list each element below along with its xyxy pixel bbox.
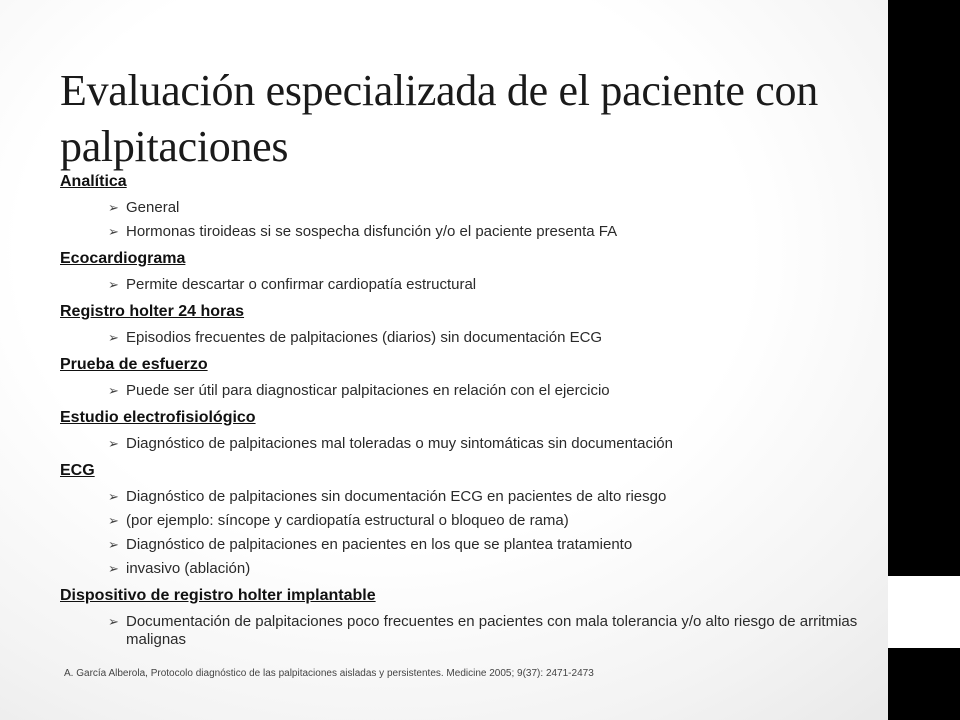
bullet-item: [60, 199, 870, 217]
arrow-bullet-icon: ➢: [108, 489, 119, 504]
section-heading: Prueba de esfuerzo: [60, 356, 208, 373]
bullet-text: Diagnóstico de palpitaciones mal toleradas o muy sintomáticas sin documentación: [126, 435, 673, 452]
right-bar-gap: [888, 576, 960, 648]
arrow-bullet-icon: ➢: [108, 436, 119, 451]
section-heading: Dispositivo de registro holter implantable: [60, 587, 376, 604]
arrow-bullet-icon: ➢: [108, 561, 119, 576]
section-heading: Estudio electrofisiológico: [60, 409, 256, 426]
arrow-bullet-icon: ➢: [108, 224, 119, 239]
section: [60, 353, 870, 400]
bullet-item: [60, 223, 870, 241]
slide-title: Evaluación especializada de el paciente con palpitaciones: [60, 66, 818, 172]
bullet-text: Diagnóstico de palpitaciones en pacientes en los que se plantea tratamiento: [126, 536, 633, 553]
arrow-bullet-icon: ➢: [108, 537, 119, 552]
bullet-text: Episodios frecuentes de palpitaciones (diarios) sin documentación ECG: [126, 329, 603, 346]
bullet-item: [60, 613, 870, 649]
section-heading: Ecocardiograma: [60, 250, 186, 267]
bullet-text: Documentación de palpitaciones poco frecuentes en pacientes con mala tolerancia y/o alto riesgo de arritmias malignas: [126, 613, 858, 648]
section: [60, 170, 870, 241]
bullet-item: [60, 435, 870, 453]
bullet-item: [60, 329, 870, 347]
bullet-item: [60, 536, 870, 554]
bullet-text: General: [126, 199, 180, 216]
arrow-bullet-icon: ➢: [108, 614, 119, 629]
arrow-bullet-icon: ➢: [108, 330, 119, 345]
arrow-bullet-icon: ➢: [108, 277, 119, 292]
section: [60, 459, 870, 578]
bullet-text: Permite descartar o confirmar cardiopatía estructural: [126, 276, 477, 293]
bullet-text: Hormonas tiroideas si se sospecha disfunción y/o el paciente presenta FA: [126, 223, 618, 240]
bullet-text: Diagnóstico de palpitaciones sin documentación ECG en pacientes de alto riesgo: [126, 488, 667, 505]
bullet-item: [60, 512, 870, 530]
arrow-bullet-icon: ➢: [108, 513, 119, 528]
section-heading: Analítica: [60, 173, 127, 190]
arrow-bullet-icon: ➢: [108, 200, 119, 215]
bullet-text: invasivo (ablación): [126, 560, 251, 577]
reference-citation: A. García Alberola, Protocolo diagnóstico de las palpitaciones aisladas y persistentes. Medicine 2005; 9(37): 2471-2473: [64, 668, 594, 679]
section: [60, 300, 870, 347]
section-heading: Registro holter 24 horas: [60, 303, 245, 320]
bullet-text: (por ejemplo: síncope y cardiopatía estructural o bloqueo de rama): [126, 512, 569, 529]
section: [60, 406, 870, 453]
bullet-item: [60, 560, 870, 578]
section: [60, 584, 870, 649]
slide-content: [60, 170, 870, 655]
bullet-item: [60, 382, 870, 400]
bullet-text: Puede ser útil para diagnosticar palpitaciones en relación con el ejercicio: [126, 382, 610, 399]
arrow-bullet-icon: ➢: [108, 383, 119, 398]
bullet-item: [60, 488, 870, 506]
section-heading: ECG: [60, 462, 95, 479]
bullet-item: [60, 276, 870, 294]
section: [60, 247, 870, 294]
